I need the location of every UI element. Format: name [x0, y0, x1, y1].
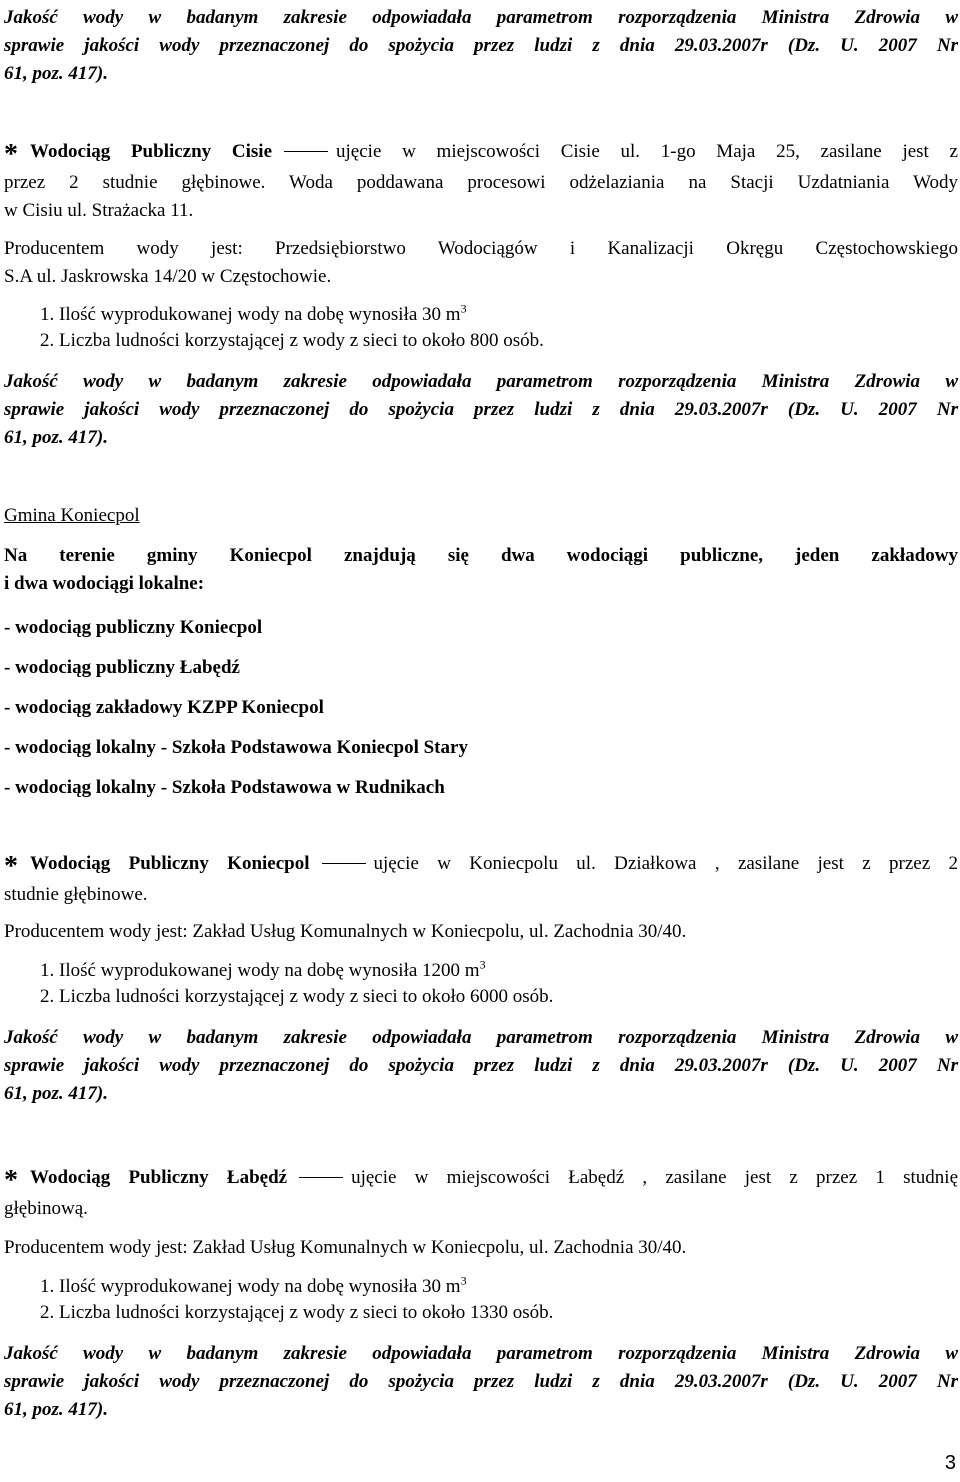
cisie-population: 2. Liczba ludności korzystającej z wody z sieci to około 800 osób.: [40, 330, 544, 351]
waterworks-list: [4, 608, 958, 808]
cisie-text-line: w Cisiu ul. Strażacka 11.: [4, 200, 194, 221]
list-item: - wodociąg publiczny Łabędź: [4, 657, 240, 678]
quality-note-line: sprawie jakości wody przeznaczonej do spożycia przez ludzi z dnia 29.03.2007r (Dz. U. 2007 Nr: [4, 35, 958, 56]
asterisk-icon: *: [4, 851, 18, 882]
koniecpol-producer: Producentem wody jest: Zakład Usług Komunalnych w Koniecpolu, ul. Zachodnia 30/40.: [4, 921, 687, 942]
quality-note: [4, 368, 958, 452]
cisie-production: [40, 302, 940, 328]
list-item: - wodociąg publiczny Koniecpol: [4, 617, 263, 638]
quality-note-line: Jakość wody w badanym zakresie odpowiadała parametrom rozporządzenia Ministra Zdrowia w: [4, 1343, 958, 1364]
koniecpol-text-line: studnie głębinowe.: [4, 884, 148, 905]
koniecpol-heading-line: [4, 850, 958, 881]
koniecpol-section: [4, 850, 958, 909]
cisie-heading-line: [4, 138, 958, 169]
cisie-production-sup: 3: [460, 301, 467, 316]
gmina-intro-line: Na terenie gminy Koniecpol znajdują się dwa wodociągi publiczne, jeden zakładowy: [4, 545, 958, 566]
quality-note-line: Jakość wody w badanym zakresie odpowiadała parametrom rozporządzenia Ministra Zdrowia w: [4, 1027, 958, 1048]
cisie-production-text: 1. Ilość wyprodukowanej wody na dobę wynosiła 30 m: [40, 304, 461, 325]
section-heading: Gmina Koniecpol: [4, 505, 140, 526]
cisie-producer: [4, 235, 958, 291]
quality-note-line: 61, poz. 417).: [4, 1083, 108, 1104]
quality-note-line: Jakość wody w badanym zakresie odpowiadała parametrom rozporządzenia Ministra Zdrowia w: [4, 7, 958, 28]
labedz-heading-line: [4, 1164, 958, 1195]
page-number: 3: [944, 1452, 956, 1474]
labedz-title: Wodociąg Publiczny Łabędź: [30, 1167, 288, 1188]
cisie-producer-line: S.A ul. Jaskrowska 14/20 w Częstochowie.: [4, 266, 332, 287]
quality-note: [4, 4, 958, 88]
quality-note: [4, 1024, 958, 1108]
labedz-production: [40, 1274, 940, 1300]
cisie-description: ujęcie w miejscowości Cisie ul. 1-go Maja 25, zasilane jest z: [336, 141, 958, 162]
list-item: - wodociąg lokalny - Szkoła Podstawowa Koniecpol Stary: [4, 737, 468, 758]
quality-note-line: sprawie jakości wody przeznaczonej do spożycia przez ludzi z dnia 29.03.2007r (Dz. U. 2007 Nr: [4, 1371, 958, 1392]
koniecpol-title: Wodociąg Publiczny Koniecpol: [30, 853, 310, 874]
quality-note: [4, 1340, 958, 1424]
koniecpol-production: [40, 958, 940, 984]
quality-note-line: 61, poz. 417).: [4, 1399, 108, 1420]
dash-icon: [322, 863, 366, 864]
labedz-production-text: 1. Ilość wyprodukowanej wody na dobę wynosiła 30 m: [40, 1276, 461, 1297]
asterisk-icon: *: [4, 139, 18, 170]
quality-note-line: sprawie jakości wody przeznaczonej do spożycia przez ludzi z dnia 29.03.2007r (Dz. U. 2007 Nr: [4, 1055, 958, 1076]
koniecpol-stats: [40, 958, 940, 1010]
labedz-section: [4, 1164, 958, 1223]
gmina-intro-line: i dwa wodociągi lokalne:: [4, 573, 205, 594]
cisie-title: Wodociąg Publiczny Cisie: [30, 141, 273, 162]
labedz-producer: Producentem wody jest: Zakład Usług Komunalnych w Koniecpolu, ul. Zachodnia 30/40.: [4, 1237, 687, 1258]
koniecpol-population: 2. Liczba ludności korzystającej z wody z sieci to około 6000 osób.: [40, 986, 554, 1007]
quality-note-line: 61, poz. 417).: [4, 63, 108, 84]
dash-icon: [284, 151, 328, 152]
dash-icon: [299, 1177, 343, 1178]
labedz-stats: [40, 1274, 940, 1326]
cisie-text-line: przez 2 studnie głębinowe. Woda poddawana procesowi odżelaziania na Stacji Uzdatniania Wody: [4, 172, 958, 193]
cisie-stats: [40, 302, 940, 354]
asterisk-icon: *: [4, 1165, 18, 1196]
gmina-intro: [4, 542, 958, 598]
cisie-producer-line: Producentem wody jest: Przedsiębiorstwo Wodociągów i Kanalizacji Okręgu Częstochowskiego: [4, 238, 958, 259]
list-item: - wodociąg lokalny - Szkoła Podstawowa w Rudnikach: [4, 777, 445, 798]
labedz-population: 2. Liczba ludności korzystającej z wody z sieci to około 1330 osób.: [40, 1302, 554, 1323]
quality-note-line: sprawie jakości wody przeznaczonej do spożycia przez ludzi z dnia 29.03.2007r (Dz. U. 2007 Nr: [4, 399, 958, 420]
koniecpol-description: ujęcie w Koniecpolu ul. Działkowa , zasilane jest z przez 2: [373, 853, 958, 874]
quality-note-line: 61, poz. 417).: [4, 427, 108, 448]
labedz-production-sup: 3: [460, 1273, 467, 1288]
koniecpol-production-sup: 3: [479, 957, 486, 972]
list-item: - wodociąg zakładowy KZPP Koniecpol: [4, 697, 324, 718]
cisie-section: [4, 138, 958, 225]
koniecpol-production-text: 1. Ilość wyprodukowanej wody na dobę wynosiła 1200 m: [40, 960, 480, 981]
labedz-description: ujęcie w miejscowości Łabędź , zasilane jest z przez 1 studnię: [351, 1167, 959, 1188]
quality-note-line: Jakość wody w badanym zakresie odpowiadała parametrom rozporządzenia Ministra Zdrowia w: [4, 371, 958, 392]
labedz-text-line: głębinową.: [4, 1198, 88, 1219]
